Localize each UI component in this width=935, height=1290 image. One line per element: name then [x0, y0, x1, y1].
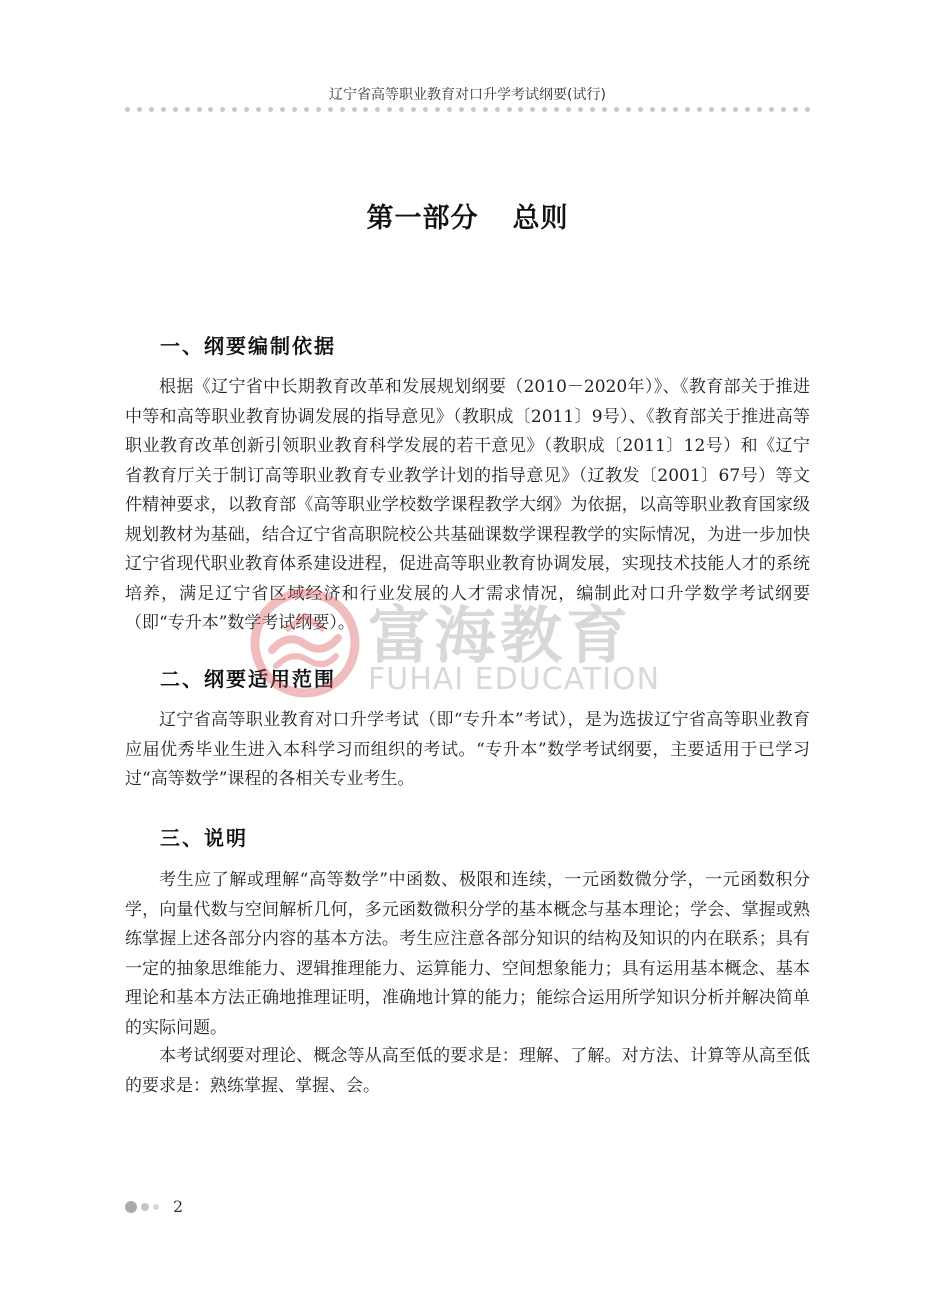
header-dotted-rule	[125, 106, 810, 112]
header-rule-dot	[757, 107, 762, 112]
header-rule-dot	[614, 107, 619, 112]
header-rule-dot	[423, 107, 428, 112]
section-heading-notes: 三、说明	[160, 826, 248, 850]
header-rule-dot	[471, 107, 476, 112]
watermark-english: FUHAI EDUCATION	[368, 662, 661, 697]
header-rule-dot	[280, 107, 285, 112]
part-number: 第一部分	[366, 203, 479, 234]
header-rule-dot	[769, 107, 774, 112]
header-rule-dot	[709, 107, 714, 112]
header-rule-dot	[149, 107, 154, 112]
page-number: 2	[173, 1197, 184, 1216]
header-rule-dot	[387, 107, 392, 112]
header-rule-dot	[733, 107, 738, 112]
header-rule-dot	[745, 107, 750, 112]
header-rule-dot	[185, 107, 190, 112]
header-rule-dot	[447, 107, 452, 112]
section-heading-basis: 一、纲要编制依据	[160, 334, 336, 358]
paragraph-scope: 辽宁省高等职业教育对口升学考试（即“专升本”考试），是为选拔辽宁省高等职业教育应届优秀毕业生进入本科学习而组织的考试。“专升本”数学考试纲要，主要适用于已学习过“高等数学”课程的各相关专业考生。	[125, 710, 810, 789]
header-rule-dot	[661, 107, 666, 112]
header-rule-dot	[316, 107, 321, 112]
header-rule-dot	[340, 107, 345, 112]
header-rule-dot	[256, 107, 261, 112]
header-rule-dot	[530, 107, 535, 112]
header-rule-dot	[208, 107, 213, 112]
footer-dot-large	[125, 1201, 137, 1213]
header-rule-dot	[518, 107, 523, 112]
header-rule-dot	[578, 107, 583, 112]
header-rule-dot	[793, 107, 798, 112]
header-rule-dot	[304, 107, 309, 112]
header-rule-dot	[483, 107, 488, 112]
header-rule-dot	[328, 107, 333, 112]
header-rule-dot	[363, 107, 368, 112]
header-rule-dot	[566, 107, 571, 112]
section-heading-scope: 二、纲要适用范围	[160, 667, 336, 691]
header-rule-dot	[554, 107, 559, 112]
page-footer	[125, 1197, 183, 1216]
header-rule-dot	[781, 107, 786, 112]
header-rule-dot	[638, 107, 643, 112]
paragraph-notes-1: 考生应了解或理解“高等数学”中函数、极限和连续，一元函数微分学，一元函数积分学，向量代数与空间解析几何，多元函数微积分学的基本概念与基本理论；学会、掌握或熟练掌握上述各部分内容的基本方法。考生应注意各部分知识的结构及知识的内在联系；具有一定的抽象思维能力、逻辑推理能力、运算能力、空间想象能力；具有运用基本概念、基本理论和基本方法正确地推理证明，准确地计算的能力；能综合运用所学知识分析并解决简单的实际问题。	[125, 870, 810, 1038]
header-rule-dot	[495, 107, 500, 112]
header-rule-dot	[697, 107, 702, 112]
header-rule-dot	[292, 107, 297, 112]
header-rule-dot	[244, 107, 249, 112]
header-rule-dot	[161, 107, 166, 112]
paragraph-basis: 根据《辽宁省中长期教育改革和发展规划纲要（2010－2020年）》、《教育部关于推进中等和高等职业教育协调发展的指导意见》（教职成〔2011〕9号）、《教育部关于推进高等职业教育改革创新引领职业教育科学发展的若干意见》（教职成〔2011〕12号）和《辽宁省教育厅关于制订高等职业教育专业教学计划的指导意见》（辽教发〔2001〕67号）等文件精神要求，以教育部《高等职业学校数学课程教学大纲》为依据，以高等职业教育国家级规划教材为基础，结合辽宁省高职院校公共基础课数学课程教学的实际情况，为进一步加快辽宁省现代职业教育体系建设进程，促进高等职业教育协调发展，实现技术技能人才的系统培养，满足辽宁省区域经济和行业发展的人才需求情况，编制此对口升学数学考试纲要（即“专升本”数学考试纲要）。	[125, 377, 810, 633]
header-rule-dot	[459, 107, 464, 112]
header-rule-dot	[375, 107, 380, 112]
header-rule-dot	[232, 107, 237, 112]
header-rule-dot	[805, 107, 810, 112]
header-rule-dot	[650, 107, 655, 112]
header-rule-dot	[507, 107, 512, 112]
footer-dot-medium	[141, 1203, 149, 1211]
header-rule-dot	[220, 107, 225, 112]
header-rule-dot	[590, 107, 595, 112]
header-rule-dot	[673, 107, 678, 112]
header-rule-dot	[352, 107, 357, 112]
header-rule-dot	[173, 107, 178, 112]
header-rule-dot	[411, 107, 416, 112]
watermark	[250, 580, 700, 700]
header-rule-dot	[268, 107, 273, 112]
header-rule-dot	[435, 107, 440, 112]
fuhai-logo-icon	[250, 588, 360, 698]
watermark-chinese: 富海教育	[368, 599, 633, 672]
header-rule-dot	[399, 107, 404, 112]
header-rule-dot	[602, 107, 607, 112]
header-rule-dot	[137, 107, 142, 112]
running-header: 辽宁省高等职业教育对口升学考试纲要(试行)	[329, 87, 606, 103]
header-rule-dot	[125, 107, 130, 112]
part-title	[0, 196, 935, 235]
header-rule-dot	[626, 107, 631, 112]
part-name: 总则	[512, 203, 569, 234]
header-rule-dot	[721, 107, 726, 112]
header-rule-dot	[197, 107, 202, 112]
header-rule-dot	[542, 107, 547, 112]
footer-dot-small	[153, 1204, 159, 1210]
header-rule-dot	[685, 107, 690, 112]
paragraph-notes-2: 本考试纲要对理论、概念等从高至低的要求是：理解、了解。对方法、计算等从高至低的要求是：熟练掌握、掌握、会。	[125, 1046, 810, 1096]
